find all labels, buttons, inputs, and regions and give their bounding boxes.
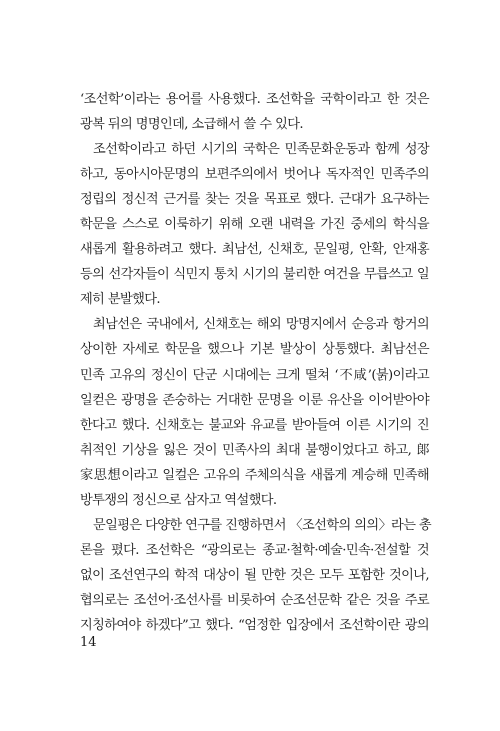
text-line: 정립의 정신적 근거를 찾는 것을 목표로 했다. 근대가 요구하는: [80, 192, 429, 208]
text-line: 일컫은 광명을 존숭하는 거대한 문명을 이룬 유산을 이어받아야: [80, 392, 429, 408]
text-line: 방투쟁의 정신으로 삼자고 역설했다.: [80, 492, 277, 508]
text-line: 새롭게 활용하려고 했다. 최남선, 신채호, 문일평, 안확, 안재홍: [80, 242, 429, 258]
text-line: 협의로는 조선어·조선사를 비롯하여 순조선문학 같은 것을 주로: [80, 592, 429, 608]
text-line: 등의 선각자들이 식민지 통치 시기의 불리한 여건을 무릅쓰고 일: [80, 267, 429, 283]
text-line: 민족 고유의 정신이 단군 시대에는 크게 떨쳐 ‘不咸’(붉)이라고: [80, 367, 429, 383]
text-line: 지칭하여야 하겠다”고 했다. “엄정한 입장에서 조선학이란 광의: [80, 617, 429, 633]
text-line: 최남선은 국내에서, 신채호는 해외 망명지에서 순응과 항거의: [93, 317, 429, 333]
text-line: 家思想이라고 일컬은 고유의 주체의식을 새롭게 계승해 민족해: [80, 467, 429, 483]
text-line: 학문을 스스로 이룩하기 위해 오랜 내력을 가진 중세의 학식을: [80, 217, 429, 233]
text-line: 한다고 했다. 신채호는 불교와 유교를 받아들여 이른 시기의 진: [80, 417, 429, 433]
text-line: 조선학이라고 하던 시기의 국학은 민족문화운동과 함께 성장: [93, 142, 429, 158]
text-line: 제히 분발했다.: [80, 292, 161, 308]
text-line: 상이한 자세로 학문을 했으나 기본 발상이 상통했다. 최남선은: [80, 342, 429, 358]
text-line: 문일평은 다양한 연구를 진행하면서 〈조선학의 의의〉라는 총: [93, 517, 432, 533]
body-text: [80, 87, 432, 638]
text-line: ‘조선학’이라는 용어를 사용했다. 조선학을 국학이라고 한 것은: [80, 92, 429, 107]
text-line: 광복 뒤의 명명인데, 소급해서 쓸 수 있다.: [80, 117, 303, 133]
text-line: 론을 폈다. 조선학은 “광의로는 종교·철학·예술·민속·전설할 것: [80, 542, 429, 558]
text-line: 하고, 동아시아문명의 보편주의에서 벗어나 독자적인 민족주의: [80, 167, 429, 183]
text-line: 없이 조선연구의 학적 대상이 될 만한 것은 모두 포함한 것이나,: [80, 567, 429, 583]
page-number: 14: [80, 635, 97, 650]
text-line: 취적인 기상을 잃은 것이 민족사의 최대 불행이었다고 하고, 郞: [80, 442, 429, 458]
